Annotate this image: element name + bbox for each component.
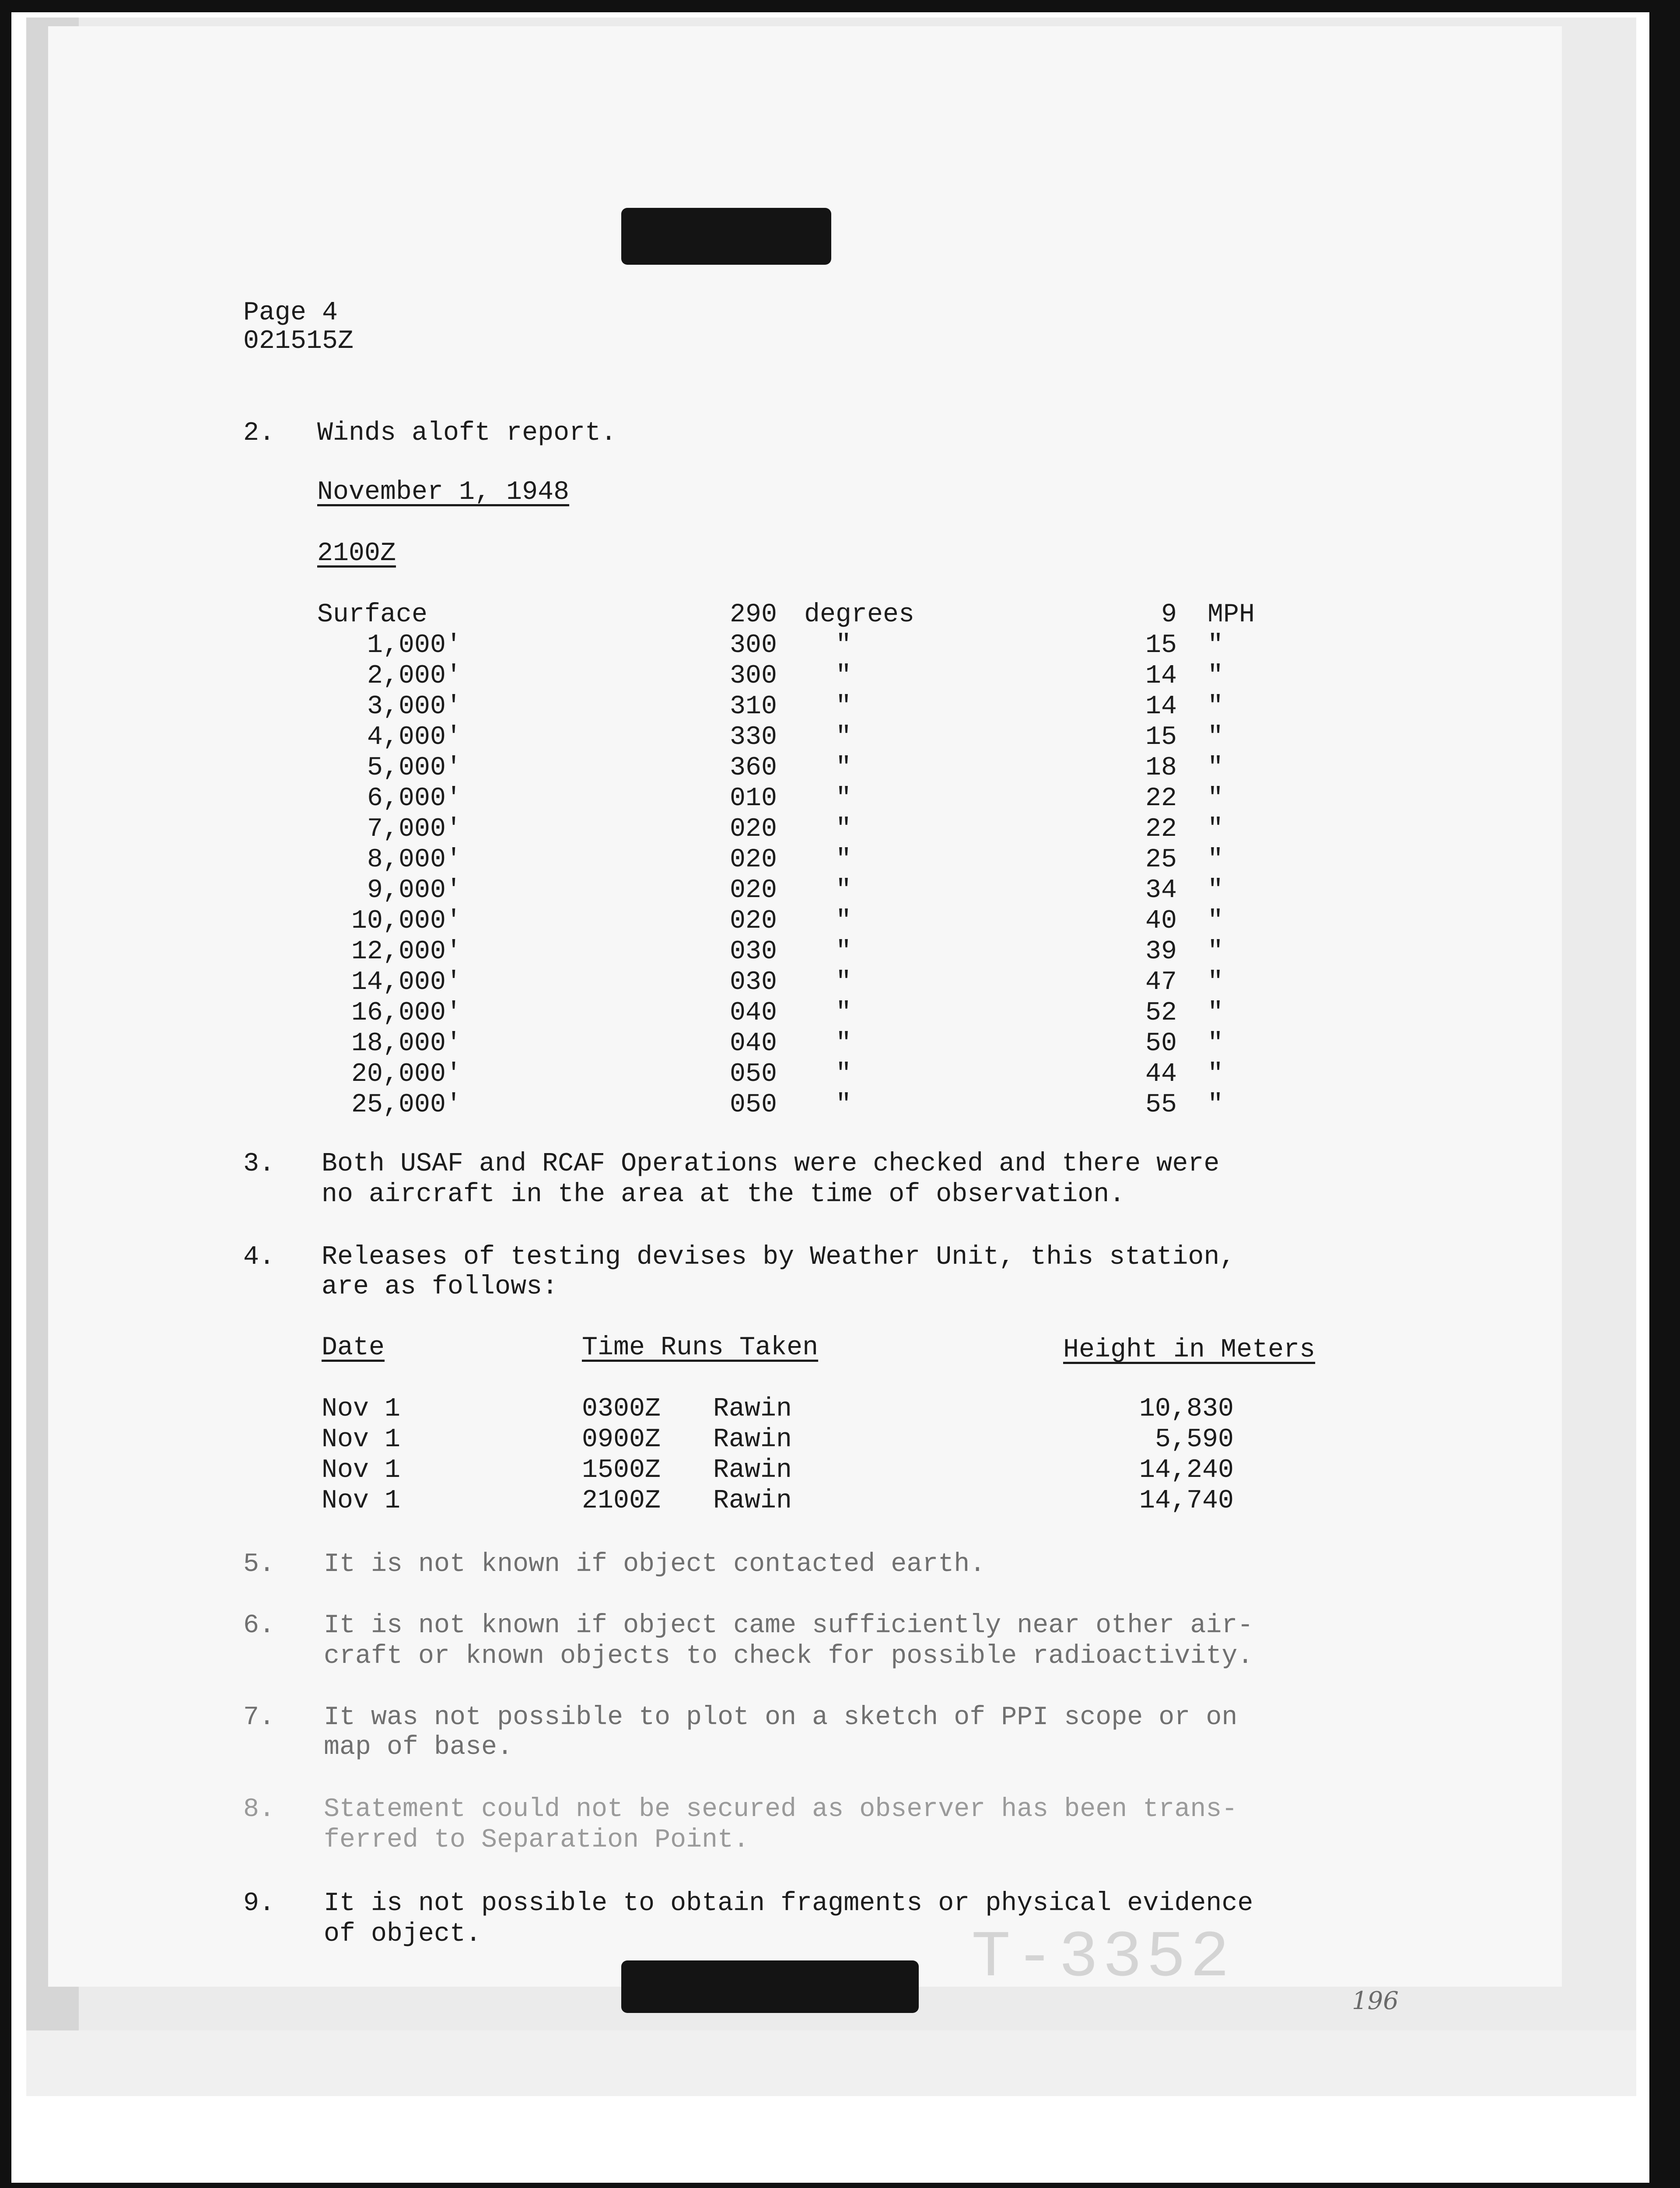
- release-type: Rawin: [713, 1425, 792, 1455]
- wind-speed: 22: [1145, 784, 1177, 813]
- wind-direction-unit: ": [836, 968, 852, 997]
- wind-speed: 14: [1145, 692, 1177, 722]
- wind-speed: 47: [1145, 968, 1177, 997]
- wind-altitude: 25,000': [351, 1090, 462, 1120]
- wind-speed: 25: [1145, 845, 1177, 875]
- wind-altitude: 7,000': [367, 814, 462, 844]
- wind-direction: 020: [730, 814, 777, 844]
- item-6-line-1: It is not known if object came sufficiently near other air-: [324, 1611, 1253, 1641]
- page-number: Page 4: [243, 298, 338, 328]
- wind-altitude: 2,000': [367, 661, 462, 691]
- wind-direction-unit: ": [836, 631, 852, 660]
- wind-altitude: 3,000': [367, 692, 462, 722]
- item-4-number: 4.: [243, 1242, 275, 1272]
- release-type: Rawin: [713, 1486, 792, 1516]
- wind-altitude: 10,000': [351, 906, 462, 936]
- wind-altitude: 12,000': [351, 937, 462, 967]
- wind-speed: 39: [1145, 937, 1177, 967]
- wind-direction-unit: ": [836, 722, 852, 752]
- margin-page-note: 196: [1352, 1987, 1399, 2015]
- wind-direction: 310: [730, 692, 777, 722]
- wind-direction-unit: ": [836, 784, 852, 813]
- release-time: 0300Z: [582, 1394, 661, 1424]
- redaction-bar-top: [621, 208, 831, 265]
- wind-altitude: 1,000': [367, 631, 462, 660]
- item-2-number: 2.: [243, 418, 275, 448]
- item-8-number: 8.: [243, 1795, 275, 1824]
- release-type: Rawin: [713, 1394, 792, 1424]
- releases-header-height: Height in Meters: [1063, 1335, 1316, 1365]
- wind-altitude: 4,000': [367, 722, 462, 752]
- winds-report-date: November 1, 1948: [317, 477, 570, 507]
- wind-speed-unit: ": [1208, 998, 1224, 1028]
- wind-direction-unit: ": [836, 1090, 852, 1120]
- release-date: Nov 1: [322, 1425, 401, 1455]
- wind-direction-unit: ": [836, 906, 852, 936]
- wind-direction-unit: ": [836, 1029, 852, 1059]
- wind-speed-unit: ": [1208, 661, 1224, 691]
- wind-direction: 040: [730, 1029, 777, 1059]
- wind-speed-unit: ": [1208, 692, 1224, 722]
- item-4-line-2: are as follows:: [322, 1272, 558, 1302]
- wind-speed-unit: ": [1208, 784, 1224, 813]
- wind-direction: 050: [730, 1059, 777, 1089]
- wind-direction-unit: ": [836, 661, 852, 691]
- wind-direction-unit: ": [836, 937, 852, 967]
- wind-direction: 290: [730, 600, 777, 630]
- wind-altitude: 6,000': [367, 784, 462, 813]
- wind-speed: 22: [1145, 814, 1177, 844]
- wind-direction: 030: [730, 937, 777, 967]
- wind-speed-unit: ": [1208, 845, 1224, 875]
- wind-speed-unit: ": [1208, 906, 1224, 936]
- item-5-line-1: It is not known if object contacted earth.: [324, 1550, 986, 1579]
- wind-direction: 040: [730, 998, 777, 1028]
- wind-speed: 55: [1145, 1090, 1177, 1120]
- wind-direction-unit: ": [836, 998, 852, 1028]
- release-height: 5,590: [1155, 1425, 1234, 1455]
- item-7-line-1: It was not possible to plot on a sketch of PPI scope or on: [324, 1703, 1238, 1732]
- wind-direction-unit: ": [836, 1059, 852, 1089]
- item-5-number: 5.: [243, 1550, 275, 1579]
- wind-direction-unit: ": [836, 692, 852, 722]
- wind-speed: 14: [1145, 661, 1177, 691]
- wind-direction-unit: ": [836, 814, 852, 844]
- wind-speed: 40: [1145, 906, 1177, 936]
- wind-speed-unit: ": [1208, 876, 1224, 905]
- wind-speed-unit: ": [1208, 814, 1224, 844]
- wind-altitude: 16,000': [351, 998, 462, 1028]
- wind-direction: 030: [730, 968, 777, 997]
- wind-direction: 360: [730, 753, 777, 783]
- wind-direction-unit: degrees: [804, 600, 915, 630]
- wind-speed-unit: ": [1208, 968, 1224, 997]
- wind-speed: 18: [1145, 753, 1177, 783]
- wind-speed-unit: ": [1208, 1059, 1224, 1089]
- item-4-line-1: Releases of testing devises by Weather Unit, this station,: [322, 1242, 1236, 1272]
- wind-speed-unit: ": [1208, 937, 1224, 967]
- wind-speed-unit: ": [1208, 1029, 1224, 1059]
- wind-speed-unit: ": [1208, 1090, 1224, 1120]
- wind-altitude: 18,000': [351, 1029, 462, 1059]
- wind-direction: 330: [730, 722, 777, 752]
- wind-altitude: 9,000': [367, 876, 462, 905]
- dtg-code: 021515Z: [243, 326, 354, 356]
- item-7-number: 7.: [243, 1703, 275, 1732]
- scan-edge-bottom: [0, 2183, 1680, 2188]
- wind-speed: 15: [1145, 631, 1177, 660]
- item-3-number: 3.: [243, 1149, 275, 1179]
- releases-header-date: Date: [322, 1333, 385, 1363]
- release-date: Nov 1: [322, 1394, 401, 1424]
- item-2-text: Winds aloft report.: [317, 418, 617, 448]
- release-time: 0900Z: [582, 1425, 661, 1455]
- wind-speed: 44: [1145, 1059, 1177, 1089]
- wind-direction-unit: ": [836, 845, 852, 875]
- item-3-line-2: no aircraft in the area at the time of observation.: [322, 1180, 1125, 1210]
- scan-edge-top: [0, 0, 1680, 12]
- wind-direction: 300: [730, 661, 777, 691]
- wind-speed-unit: ": [1208, 722, 1224, 752]
- release-date: Nov 1: [322, 1486, 401, 1516]
- wind-direction-unit: ": [836, 876, 852, 905]
- wind-speed: 34: [1145, 876, 1177, 905]
- release-height: 14,240: [1139, 1455, 1234, 1485]
- release-type: Rawin: [713, 1455, 792, 1485]
- wind-direction: 020: [730, 876, 777, 905]
- item-3-line-1: Both USAF and RCAF Operations were checked and there were: [322, 1149, 1220, 1179]
- redaction-bar-bottom: [621, 1960, 919, 2013]
- wind-speed-unit: MPH: [1208, 600, 1255, 630]
- wind-altitude: Surface: [317, 600, 428, 630]
- wind-speed: 50: [1145, 1029, 1177, 1059]
- wind-altitude: 20,000': [351, 1059, 462, 1089]
- release-time: 2100Z: [582, 1486, 661, 1516]
- item-8-line-1: Statement could not be secured as observer has been trans-: [324, 1795, 1238, 1824]
- release-date: Nov 1: [322, 1455, 401, 1485]
- wind-direction: 020: [730, 906, 777, 936]
- winds-report-time: 2100Z: [317, 539, 396, 568]
- wind-speed: 9: [1161, 600, 1177, 630]
- wind-direction: 300: [730, 631, 777, 660]
- page-bottom-shadow: [26, 2030, 1636, 2096]
- wind-speed: 52: [1145, 998, 1177, 1028]
- item-6-line-2: craft or known objects to check for possible radioactivity.: [324, 1641, 1253, 1671]
- release-time: 1500Z: [582, 1455, 661, 1485]
- wind-speed: 15: [1145, 722, 1177, 752]
- wind-direction-unit: ": [836, 753, 852, 783]
- release-height: 10,830: [1139, 1394, 1234, 1424]
- scan-edge-left: [0, 0, 11, 2188]
- item-9-line-1: It is not possible to obtain fragments or physical evidence: [324, 1889, 1253, 1918]
- releases-header-time: Time Runs Taken: [582, 1333, 819, 1363]
- wind-direction: 050: [730, 1090, 777, 1120]
- wind-altitude: 14,000': [351, 968, 462, 997]
- wind-direction: 010: [730, 784, 777, 813]
- wind-speed-unit: ": [1208, 753, 1224, 783]
- wind-direction: 020: [730, 845, 777, 875]
- file-stamp: T-3352: [971, 1921, 1234, 1995]
- item-8-line-2: ferred to Separation Point.: [324, 1825, 749, 1855]
- item-9-line-2: of object.: [324, 1919, 482, 1949]
- wind-altitude: 8,000': [367, 845, 462, 875]
- item-6-number: 6.: [243, 1611, 275, 1641]
- wind-speed-unit: ": [1208, 631, 1224, 660]
- wind-altitude: 5,000': [367, 753, 462, 783]
- item-9-number: 9.: [243, 1889, 275, 1918]
- release-height: 14,740: [1139, 1486, 1234, 1516]
- scan-edge-right: [1649, 0, 1680, 2188]
- item-7-line-2: map of base.: [324, 1732, 513, 1762]
